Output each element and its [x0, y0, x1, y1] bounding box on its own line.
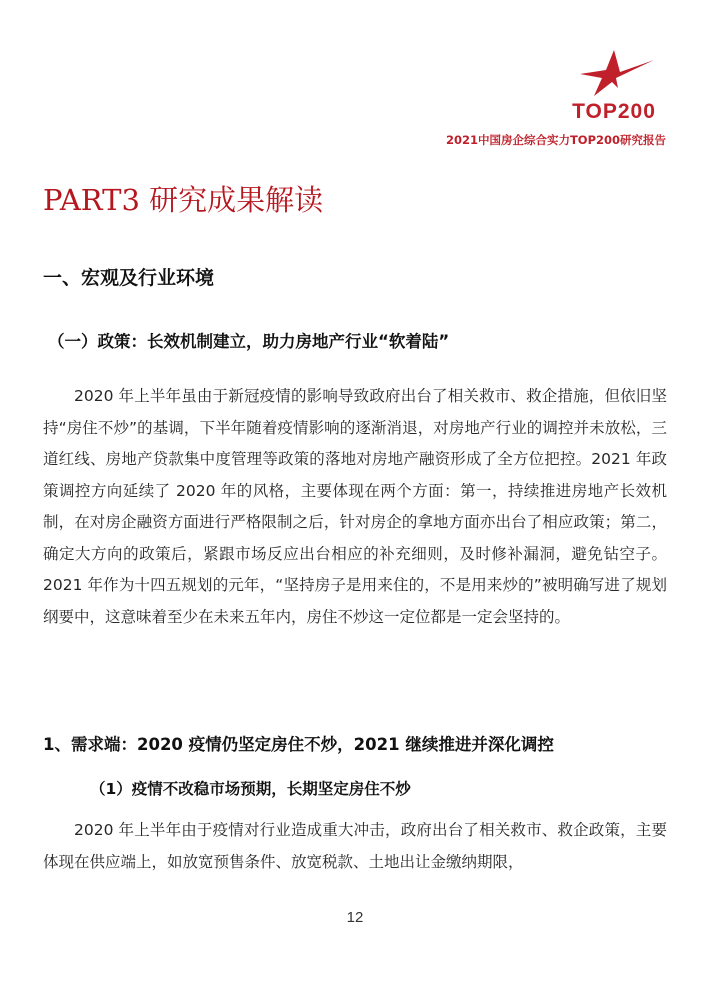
- top200-logo: [562, 48, 666, 126]
- body-paragraph: 2020 年上半年虽由于新冠疫情的影响导致政府出台了相关救市、救企措施，但依旧坚持“房住不炒”的基调，下半年随着疫情影响的逐渐消退，对房地产行业的调控并未放松，三道红线、房地产贷款集中度管理等政策的落地对房地产融资形成了全方位把控。2021 年政策调控方向延续了 2020 年的风格，主要体现在两个方面：第一，持续推进房地产长效机制，在对房企融资方面进行严格限制之后，针对房企的拿地方面亦出台了相应政策；第二，确定大方向的政策后，紧跟市场反应出台相应的补充细则，及时修补漏洞，避免钻空子。2021 年作为十四五规划的元年，“坚持房子是用来住的，不是用来炒的”被明确写进了规划纲要中，这意味着至少在未来五年内，房住不炒这一定位都是一定会坚持的。: [43, 387, 667, 626]
- section-heading: 一、宏观及行业环境: [43, 267, 215, 289]
- star-swoosh-logo-icon: [576, 48, 656, 98]
- report-title: 2021中国房企综合实力TOP200研究报告: [445, 133, 666, 147]
- page-number: 12: [346, 909, 364, 926]
- body-paragraph: 2020 年上半年由于疫情对行业造成重大冲击，政府出台了相关救市、救企政策，主要体现在供应端上，如放宽预售条件、放宽税款、土地出让金缴纳期限，: [43, 821, 667, 871]
- part-title: PART3 研究成果解读: [43, 183, 324, 217]
- logo-text: TOP200: [572, 100, 656, 123]
- item-heading: 1、需求端：2020 疫情仍坚定房住不炒，2021 继续推进并深化调控: [43, 735, 554, 754]
- sub-item-heading: （1）疫情不改稳市场预期，长期坚定房住不炒: [90, 780, 411, 798]
- subsection-heading: （一）政策：长效机制建立，助力房地产行业“软着陆”: [48, 332, 450, 351]
